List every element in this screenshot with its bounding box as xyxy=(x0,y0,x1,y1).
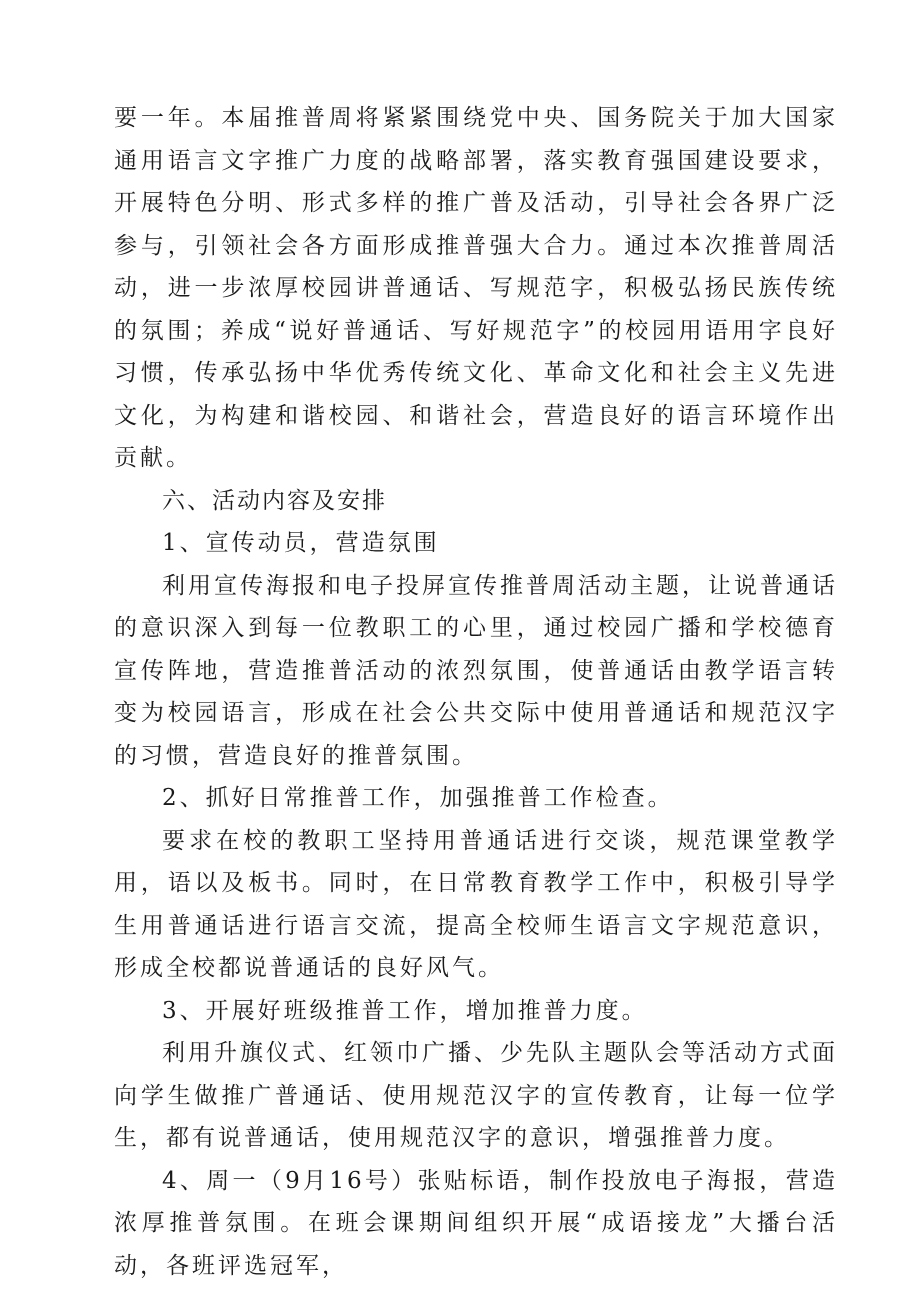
paragraph-item-2: 要求在校的教职工坚持用普通话进行交谈，规范课堂教学用，语以及板书。同时，在日常教育教学工作中，积极引导学生用普通话进行语言交流，提高全校师生语言文字规范意识，形成全校都说普通话的良好风气。 xyxy=(114,827,838,981)
paragraph-item-3: 利用升旗仪式、红领巾广播、少先队主题队会等活动方式面向学生做推广普通话、使用规范汉字的宣传教育，让每一位学生，都有说普通话，使用规范汉字的意识，增强推普力度。 xyxy=(114,1040,838,1151)
paragraph-item-1: 利用宣传海报和电子投屏宣传推普周活动主题，让说普通话的意识深入到每一位教职工的心里，通过校园广播和学校德育宣传阵地，营造推普活动的浓烈氛围，使普通话由教学语言转变为校园语言，形成在社会公共交际中使用普通话和规范汉字的习惯，营造良好的推普氛围。 xyxy=(114,572,838,769)
paragraph-item-4: 4、周一（9月16号）张贴标语，制作投放电子海报，营造浓厚推普氛围。在班会课期间组织开展“成语接龙”大播台活动，各班评选冠军， xyxy=(114,1167,838,1279)
item-heading-2: 2、抓好日常推普工作，加强推普工作检查。 xyxy=(162,785,674,811)
section-heading-activities: 六、活动内容及安排 xyxy=(162,487,387,514)
item-heading-1: 1、宣传动员，营造氛围 xyxy=(162,530,440,556)
paragraph-purpose-continuation: 要一年。本届推普周将紧紧围绕党中央、国务院关于加大国家通用语言文字推广力度的战略部署，落实教育强国建设要求，开展特色分明、形式多样的推广普及活动，引导社会各界广泛参与，引领社会各方面形成推普强大合力。通过本次推普周活动，进一步浓厚校园讲普通话、写规范字，积极弘扬民族传统的氛围；养成“说好普通话、写好规范字”的校园用语用字良好习惯，传承弘扬中华优秀传统文化、革命文化和社会主义先进文化，为构建和谐校园、和谐社会，营造良好的语言环境作出贡献。 xyxy=(114,105,838,471)
item-heading-3: 3、开展好班级推普工作，增加推普力度。 xyxy=(162,997,648,1024)
document-body xyxy=(114,97,838,1287)
